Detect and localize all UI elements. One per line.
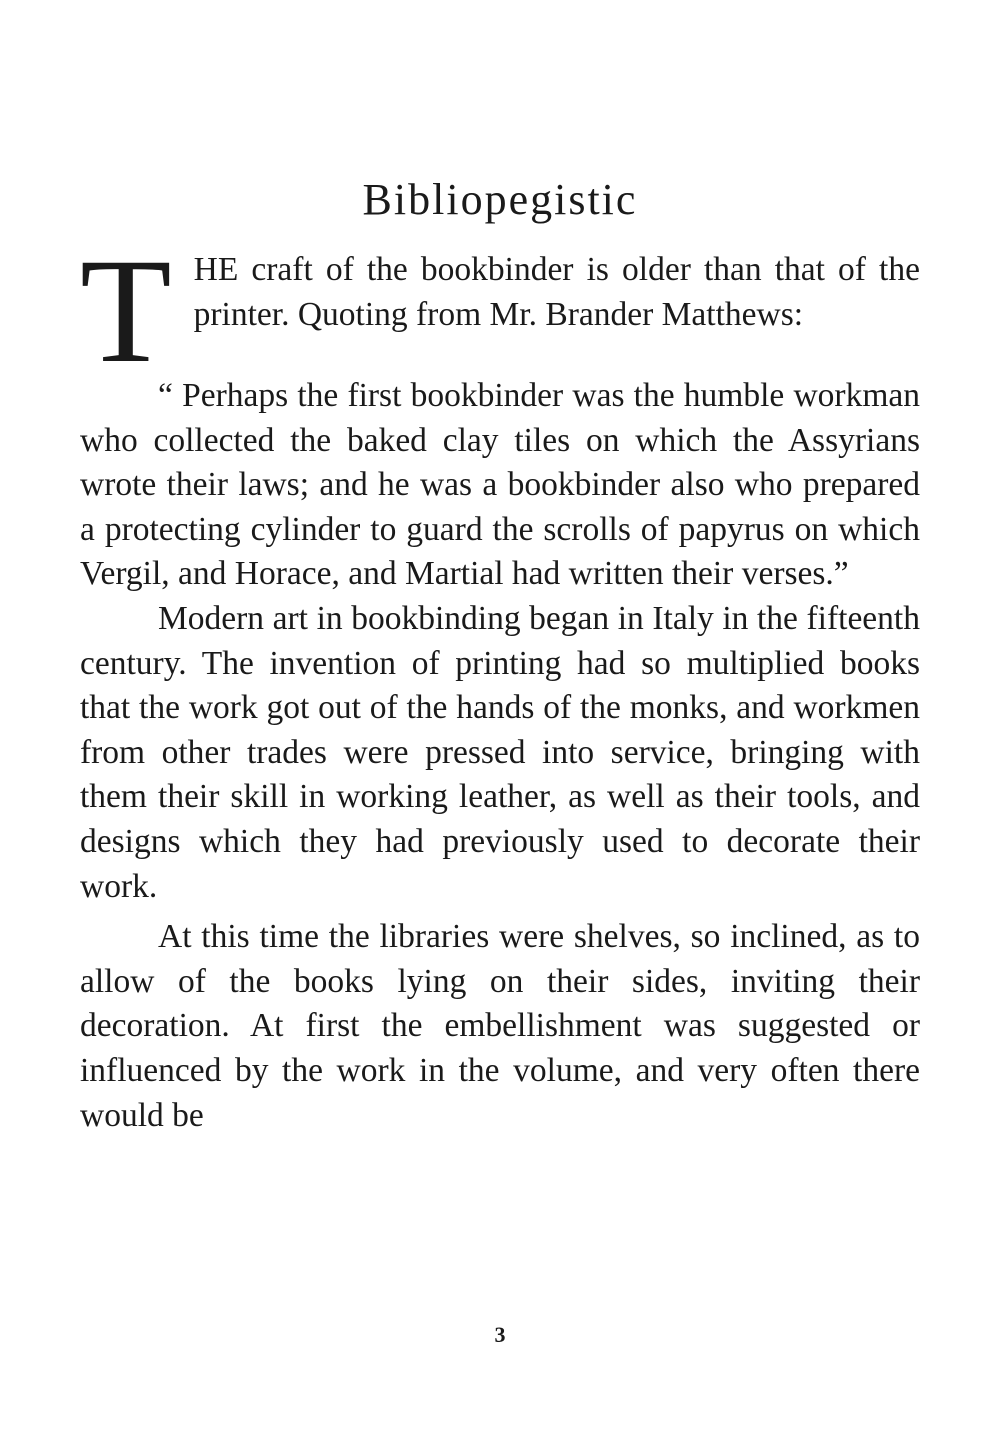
drop-cap-letter: T: [80, 228, 172, 394]
quote-paragraph: “ Perhaps the first bookbinder was the humble workman who collected the baked clay tiles on which the Assyrians wrote their laws; and he was a bookbinder also who prepared a protecting cylinder to guard the scrolls of papyrus on which Vergil, and Horace, and Martial had written their verses.”: [80, 377, 920, 593]
opening-paragraph: [80, 228, 920, 394]
page-number: 3: [494, 1322, 506, 1347]
body-text: [80, 228, 920, 1138]
history-paragraph: Modern art in bookbinding began in Italy in the fifteenth century. The invention of printing had so multiplied books that the work got out of the hands of the monks, and workmen from other trades were pressed into service, bringing with them their skill in working leather, as well as their tools, and designs which they had previously used to decorate their work.: [80, 599, 920, 905]
opening-text: HE craft of the bookbinder is older than that of the printer. Quoting from Mr. Brander Matthews:: [193, 251, 920, 333]
book-page: [80, 0, 920, 1431]
libraries-paragraph: At this time the libraries were shelves, so inclined, as to allow of the books lying on their sides, inviting their decoration. At first the embellishment was suggested or influenced by the work in the volume, and very often there would be: [80, 918, 920, 1134]
chapter-title: Bibliopegistic: [362, 175, 638, 224]
